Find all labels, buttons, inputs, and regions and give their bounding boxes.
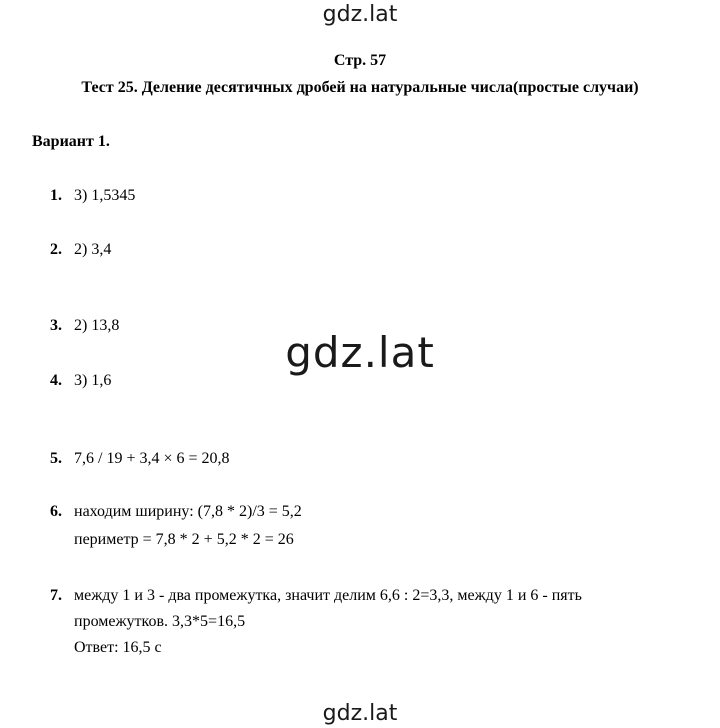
answer-item-2 bbox=[50, 238, 111, 262]
answer-item-1 bbox=[50, 184, 135, 208]
answer-number: 3. bbox=[50, 317, 62, 334]
answer-line: 3) 1,6 bbox=[74, 372, 112, 389]
watermark-top: gdz.lat bbox=[322, 2, 398, 27]
variant-heading: Вариант 1. bbox=[32, 133, 110, 150]
test-title: Тест 25. Деление десятичных дробей на натуральные числа(простые случаи) bbox=[81, 79, 639, 96]
answer-number: 1. bbox=[50, 187, 62, 204]
answer-text bbox=[74, 447, 230, 471]
watermark-bottom: gdz.lat bbox=[322, 701, 398, 726]
page-number-title: Стр. 57 bbox=[333, 52, 387, 69]
answer-line: Ответ: 16,5 с bbox=[74, 639, 162, 656]
answer-line: 2) 3,4 bbox=[74, 241, 112, 258]
answer-number: 6. bbox=[50, 503, 62, 520]
answer-line: между 1 и 3 - два промежутка, значит делим 6,6 : 2=3,3, между 1 и 6 - пять bbox=[74, 587, 582, 604]
answer-line: 7,6 / 19 + 3,4 × 6 = 20,8 bbox=[74, 450, 230, 467]
answer-line: промежутков. 3,3*5=16,5 bbox=[74, 613, 246, 630]
answer-text bbox=[74, 369, 111, 393]
answer-number: 5. bbox=[50, 450, 62, 467]
answer-number: 2. bbox=[50, 241, 62, 258]
watermark-center: gdz.lat bbox=[285, 328, 435, 377]
answer-number: 7. bbox=[50, 587, 62, 604]
answer-line: находим ширину: (7,8 * 2)/3 = 5,2 bbox=[74, 503, 302, 520]
answer-item-5 bbox=[50, 447, 230, 471]
answer-text bbox=[74, 584, 582, 660]
answer-item-4 bbox=[50, 369, 111, 393]
answer-item-7 bbox=[50, 584, 582, 660]
answer-line: 3) 1,5345 bbox=[74, 187, 136, 204]
answer-item-6 bbox=[50, 500, 302, 552]
answer-number: 4. bbox=[50, 372, 62, 389]
answer-line: 2) 13,8 bbox=[74, 317, 120, 334]
answer-text bbox=[74, 184, 135, 208]
answer-text bbox=[74, 500, 302, 552]
answer-line: периметр = 7,8 * 2 + 5,2 * 2 = 26 bbox=[74, 531, 294, 548]
answer-text bbox=[74, 238, 111, 262]
